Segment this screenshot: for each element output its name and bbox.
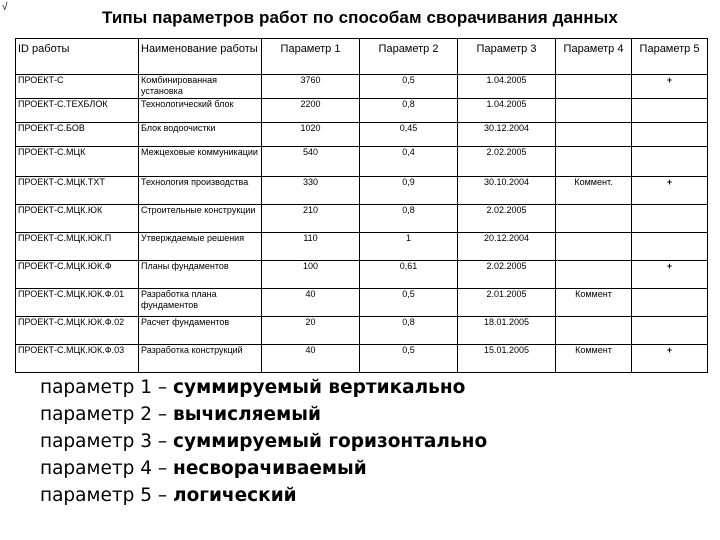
cell-param4 <box>556 123 632 147</box>
cell-param2: 0,45 <box>360 123 458 147</box>
cell-name: Расчет фундаментов <box>139 317 262 345</box>
cell-param2: 0,5 <box>360 289 458 317</box>
cell-param1: 100 <box>262 261 360 289</box>
cell-param4 <box>556 261 632 289</box>
cell-param1: 1020 <box>262 123 360 147</box>
page-title: Типы параметров работ по способам сворачивания данных <box>102 8 618 27</box>
table-row <box>16 147 708 177</box>
legend-separator: – <box>152 377 174 398</box>
legend-term: параметр 1 <box>40 377 153 398</box>
cell-param4 <box>556 317 632 345</box>
cell-param4 <box>556 205 632 233</box>
cell-param5 <box>632 205 708 233</box>
cell-param3: 2.02.2005 <box>458 205 556 233</box>
table-row <box>16 317 708 345</box>
legend-definition: суммируемый горизонтально <box>173 431 488 452</box>
cell-param3: 1.04.2005 <box>458 99 556 123</box>
table-row <box>16 177 708 205</box>
cell-id: ПРОЕКТ-С.МЦК.ЮК.Ф.01 <box>16 289 139 317</box>
cell-name: Технология производства <box>139 177 262 205</box>
cell-param2: 0,8 <box>360 99 458 123</box>
cell-param5: + <box>632 345 708 373</box>
legend-separator: – <box>152 404 174 425</box>
cell-param1: 20 <box>262 317 360 345</box>
cell-param2: 0,61 <box>360 261 458 289</box>
cell-param4 <box>556 75 632 99</box>
legend-definition: несворачиваемый <box>173 458 367 479</box>
cell-id: ПРОЕКТ-С.МЦК.ТХТ <box>16 177 139 205</box>
legend-line <box>40 482 487 509</box>
cell-param3: 30.12.2004 <box>458 123 556 147</box>
cell-param2: 0,9 <box>360 177 458 205</box>
cell-name: Блок водоочистки <box>139 123 262 147</box>
cell-id: ПРОЕКТ-С.БОВ <box>16 123 139 147</box>
cell-param5: + <box>632 75 708 99</box>
legend-line <box>40 428 487 455</box>
corner-checkmark: √ <box>2 2 8 13</box>
cell-param3: 30.10.2004 <box>458 177 556 205</box>
col-header-param4: Параметр 4 <box>556 39 632 75</box>
table-row <box>16 233 708 261</box>
table-row <box>16 123 708 147</box>
col-header-id: ID работы <box>16 39 139 75</box>
cell-param3: 2.02.2005 <box>458 147 556 177</box>
cell-id: ПРОЕКТ-С.МЦК.ЮК <box>16 205 139 233</box>
cell-param2: 0,8 <box>360 205 458 233</box>
table-row <box>16 205 708 233</box>
cell-name: Строительные конструкции <box>139 205 262 233</box>
legend-term: параметр 4 <box>40 458 153 479</box>
cell-param2: 1 <box>360 233 458 261</box>
cell-id: ПРОЕКТ-С.МЦК <box>16 147 139 177</box>
legend-term: параметр 2 <box>40 404 153 425</box>
cell-param5 <box>632 317 708 345</box>
cell-param3: 20.12.2004 <box>458 233 556 261</box>
cell-param1: 40 <box>262 289 360 317</box>
cell-param1: 330 <box>262 177 360 205</box>
cell-param3: 2.02.2005 <box>458 261 556 289</box>
cell-id: ПРОЕКТ-С.МЦК.ЮК.Ф.02 <box>16 317 139 345</box>
cell-param4: Коммент <box>556 345 632 373</box>
table-row <box>16 289 708 317</box>
table-row <box>16 99 708 123</box>
legend-definition: вычисляемый <box>173 404 321 425</box>
cell-param5: + <box>632 261 708 289</box>
cell-param5 <box>632 233 708 261</box>
legend-separator: – <box>152 458 174 479</box>
cell-param4: Коммент <box>556 289 632 317</box>
cell-param3: 18.01.2005 <box>458 317 556 345</box>
cell-param1: 210 <box>262 205 360 233</box>
cell-param2: 0,5 <box>360 75 458 99</box>
table-header-row <box>16 39 708 75</box>
cell-param5 <box>632 99 708 123</box>
cell-name: Разработка плана фундаментов <box>139 289 262 317</box>
cell-param3: 15.01.2005 <box>458 345 556 373</box>
cell-param2: 0,4 <box>360 147 458 177</box>
cell-name: Технологический блок <box>139 99 262 123</box>
table-row <box>16 261 708 289</box>
cell-id: ПРОЕКТ-С.МЦК.ЮК.Ф <box>16 261 139 289</box>
cell-param4 <box>556 99 632 123</box>
cell-param5 <box>632 147 708 177</box>
cell-param1: 110 <box>262 233 360 261</box>
legend-definition: суммируемый вертикально <box>173 377 466 398</box>
col-header-param2: Параметр 2 <box>360 39 458 75</box>
legend-term: параметр 5 <box>40 485 153 506</box>
legend-separator: – <box>152 431 174 452</box>
cell-name: Планы фундаментов <box>139 261 262 289</box>
legend-term: параметр 3 <box>40 431 153 452</box>
col-header-param3: Параметр 3 <box>458 39 556 75</box>
table-row <box>16 75 708 99</box>
cell-name: Комбинированная установка <box>139 75 262 99</box>
cell-param3: 1.04.2005 <box>458 75 556 99</box>
cell-param4 <box>556 147 632 177</box>
cell-id: ПРОЕКТ-С.МЦК.ЮК.Ф.03 <box>16 345 139 373</box>
col-header-name: Наименование работы <box>139 39 262 75</box>
legend-separator: – <box>152 485 174 506</box>
legend-line <box>40 401 487 428</box>
cell-param2: 0,8 <box>360 317 458 345</box>
cell-param1: 2200 <box>262 99 360 123</box>
cell-id: ПРОЕКТ-С.МЦК.ЮК.П <box>16 233 139 261</box>
cell-name: Разработка конструкций <box>139 345 262 373</box>
cell-param4: Коммент. <box>556 177 632 205</box>
col-header-param1: Параметр 1 <box>262 39 360 75</box>
parameters-table <box>15 38 708 373</box>
cell-param1: 540 <box>262 147 360 177</box>
cell-param5 <box>632 123 708 147</box>
table-row <box>16 345 708 373</box>
cell-name: Утверждаемые решения <box>139 233 262 261</box>
legend-line <box>40 455 487 482</box>
cell-param1: 3760 <box>262 75 360 99</box>
cell-param2: 0,5 <box>360 345 458 373</box>
col-header-param5: Параметр 5 <box>632 39 708 75</box>
cell-param3: 2.01.2005 <box>458 289 556 317</box>
cell-name: Межцеховые коммуникации <box>139 147 262 177</box>
cell-param5 <box>632 289 708 317</box>
cell-id: ПРОЕКТ-С <box>16 75 139 99</box>
cell-param1: 40 <box>262 345 360 373</box>
cell-param5: + <box>632 177 708 205</box>
legend-definition: логический <box>173 485 297 506</box>
legend-line <box>40 374 487 401</box>
parameter-legend <box>40 374 487 509</box>
cell-id: ПРОЕКТ-С.ТЕХБЛОК <box>16 99 139 123</box>
cell-param4 <box>556 233 632 261</box>
